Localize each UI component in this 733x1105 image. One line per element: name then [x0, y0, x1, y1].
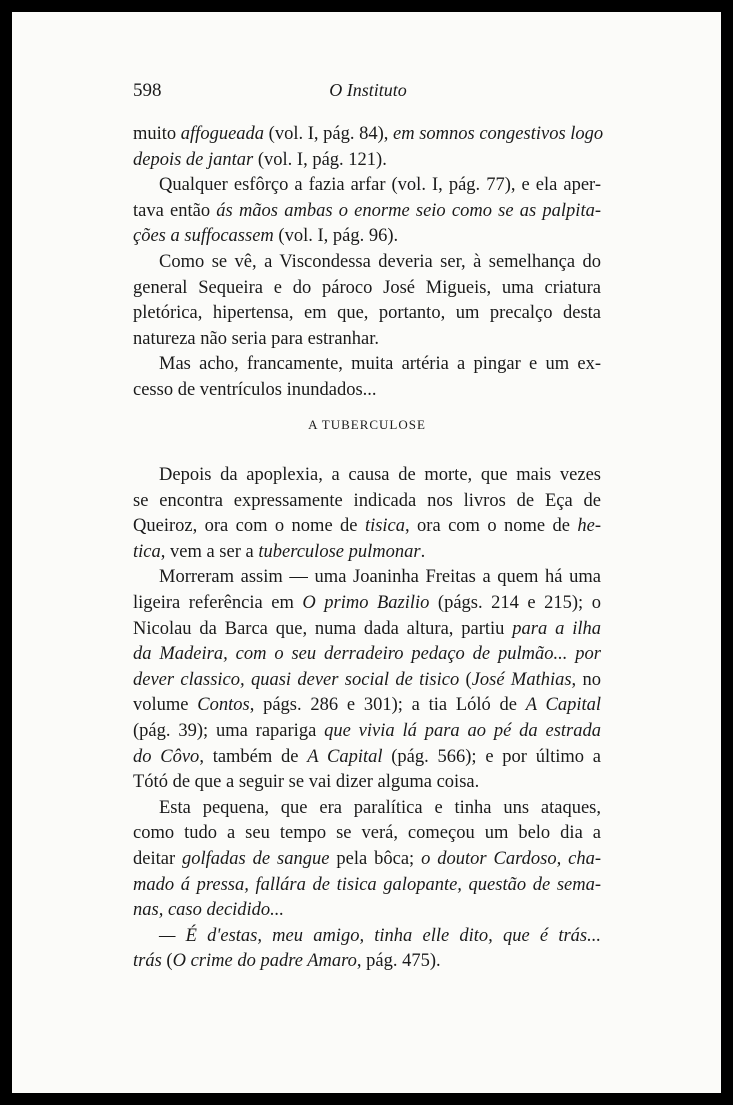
italic-run: tuberculose pulmonar — [258, 541, 421, 562]
text-line — [133, 591, 601, 617]
section-heading: A TUBERCULOSE — [308, 417, 426, 432]
text-line — [133, 224, 601, 250]
text-line — [133, 873, 601, 899]
italic-run: que vivia lá para ao pé da estrada — [324, 720, 601, 741]
text-run: (vol. I, pág. 96). — [273, 226, 399, 247]
text-line — [133, 276, 601, 302]
text-line — [133, 173, 601, 199]
text-line — [133, 301, 601, 327]
text-run: , vem a ser a — [160, 541, 259, 562]
text-run: muito — [133, 124, 181, 144]
text-run: deitar — [133, 848, 183, 869]
text-line — [133, 847, 601, 873]
italic-run: ás mãos ambas o enorme seio como se as palpita- — [216, 200, 602, 221]
running-header — [133, 80, 603, 106]
italic-run: he- — [577, 516, 601, 537]
text-run: ( — [459, 669, 472, 690]
text-run: pela bôca; — [329, 848, 422, 869]
paragraph — [133, 463, 601, 565]
italic-run: José Mathias — [471, 669, 572, 690]
text-line — [133, 617, 601, 643]
italic-run: em somnos congestivos logo — [393, 124, 604, 144]
text-run: ligeira referência em — [133, 592, 303, 613]
text-line — [133, 745, 601, 771]
italic-run: para a ilha — [512, 618, 601, 639]
page-sheet — [12, 12, 721, 1093]
text-run: tava então — [133, 200, 217, 221]
text-line — [133, 719, 601, 745]
text-run: Mas acho, francamente, muita artéria a pingar e um ex- — [159, 354, 601, 375]
italic-run: affogueada — [180, 124, 265, 144]
italic-run: mado á pressa, fallára de tisica galopante, questão de sema- — [133, 874, 601, 895]
text-line — [133, 148, 601, 174]
running-title: O Instituto — [329, 80, 407, 100]
italic-run: da Madeira, com o seu derradeiro pedaço de pulmão... por — [133, 644, 601, 665]
text-line — [133, 463, 601, 489]
italic-run: Contos — [197, 695, 250, 716]
text-line — [133, 250, 601, 276]
text-run: ( — [161, 951, 173, 972]
text-run: , pág. 475). — [356, 951, 441, 972]
text-run: Qualquer esfôrço a fazia arfar (vol. I, pág. 77), e ela aper- — [159, 175, 601, 196]
text-line — [133, 642, 601, 668]
paragraph — [133, 565, 601, 795]
text-run: Morreram assim — uma Joaninha Freitas a quem há uma — [159, 567, 601, 588]
italic-run: tica — [133, 541, 161, 562]
text-run: Queiroz, ora com o nome de — [133, 516, 365, 537]
text-line — [133, 378, 601, 404]
text-run: , no — [571, 669, 602, 690]
page-number: 598 — [133, 80, 162, 101]
text-run: (vol. I, pág. 84), — [264, 124, 394, 144]
text-run: volume — [133, 695, 198, 716]
text-line — [133, 122, 604, 148]
italic-run: ções a suffocassem — [133, 226, 274, 247]
text-line — [133, 514, 601, 540]
paragraph — [133, 796, 601, 924]
text-run: Tótó de que a seguir se vai dizer alguma coisa. — [133, 772, 480, 793]
paragraph — [133, 250, 601, 352]
italic-run: O primo Bazilio — [302, 592, 430, 613]
text-line — [133, 693, 601, 719]
italic-run: O crime do padre Amaro — [172, 951, 357, 972]
text-run: natureza não seria para estranhar. — [133, 328, 380, 349]
text-line — [133, 898, 601, 924]
text-line — [133, 770, 601, 796]
text-run: . — [420, 541, 426, 562]
text-line — [133, 924, 601, 950]
paragraph — [133, 173, 601, 250]
paragraph — [133, 352, 601, 403]
text-line — [133, 821, 601, 847]
paragraph — [133, 924, 601, 975]
italic-run: golfadas de sangue — [182, 848, 330, 869]
italic-run: A Capital — [525, 695, 601, 716]
text-run: , ora com o nome de — [405, 516, 578, 537]
text-run: , págs. 286 e 301); a tia Lóló de — [249, 695, 526, 716]
text-block-before-heading — [133, 122, 604, 404]
italic-run: depois de jantar — [133, 149, 254, 170]
text-line — [133, 327, 601, 353]
text-run: general Sequeira e do pároco José Migueis, uma criatura — [133, 277, 601, 298]
text-run: Depois da apoplexia, a causa de morte, que mais vezes — [159, 465, 601, 485]
text-run: como tudo a seu tempo se verá, começou um belo dia a — [133, 823, 601, 844]
text-run: (págs. 214 e 215); o — [429, 592, 601, 613]
text-run: (vol. I, pág. 121). — [253, 149, 387, 170]
text-run: cesso de ventrículos inundados... — [133, 379, 377, 400]
text-run: (pág. 39); uma rapariga — [133, 720, 325, 741]
text-block-after-heading — [133, 463, 601, 975]
italic-run: A Capital — [307, 746, 383, 767]
italic-run: — É d'estas, meu amigo, tinha elle dito, que é trás... — [159, 925, 601, 946]
text-run: Esta pequena, que era paralítica e tinha uns ataques, — [159, 797, 601, 818]
text-line — [133, 199, 601, 225]
text-line — [133, 489, 601, 515]
text-run: (pág. 566); e por último a — [382, 746, 601, 767]
italic-run: o doutor Cardoso, cha- — [421, 848, 601, 869]
italic-run: do Côvo — [133, 746, 200, 767]
text-line — [133, 352, 601, 378]
text-run: , também de — [199, 746, 308, 767]
italic-run: dever classico, quasi dever social de tisico — [133, 669, 460, 690]
italic-run: nas, caso decidido... — [133, 900, 285, 921]
italic-run: tisica — [364, 516, 406, 537]
italic-run: trás — [133, 951, 162, 972]
text-run: Nicolau da Barca que, numa dada altura, partiu — [133, 618, 513, 639]
text-run: se encontra expressamente indicada nos livros de Eça de — [133, 490, 601, 511]
text-run: Como se vê, a Viscondessa deveria ser, à semelhança do — [159, 251, 601, 272]
text-line — [133, 540, 601, 566]
text-line — [133, 949, 601, 975]
text-run: pletórica, hipertensa, em que, portanto, um precalço desta — [133, 303, 601, 324]
text-line — [133, 668, 601, 694]
paragraph — [133, 122, 604, 173]
text-line — [133, 796, 601, 822]
text-line — [133, 565, 601, 591]
